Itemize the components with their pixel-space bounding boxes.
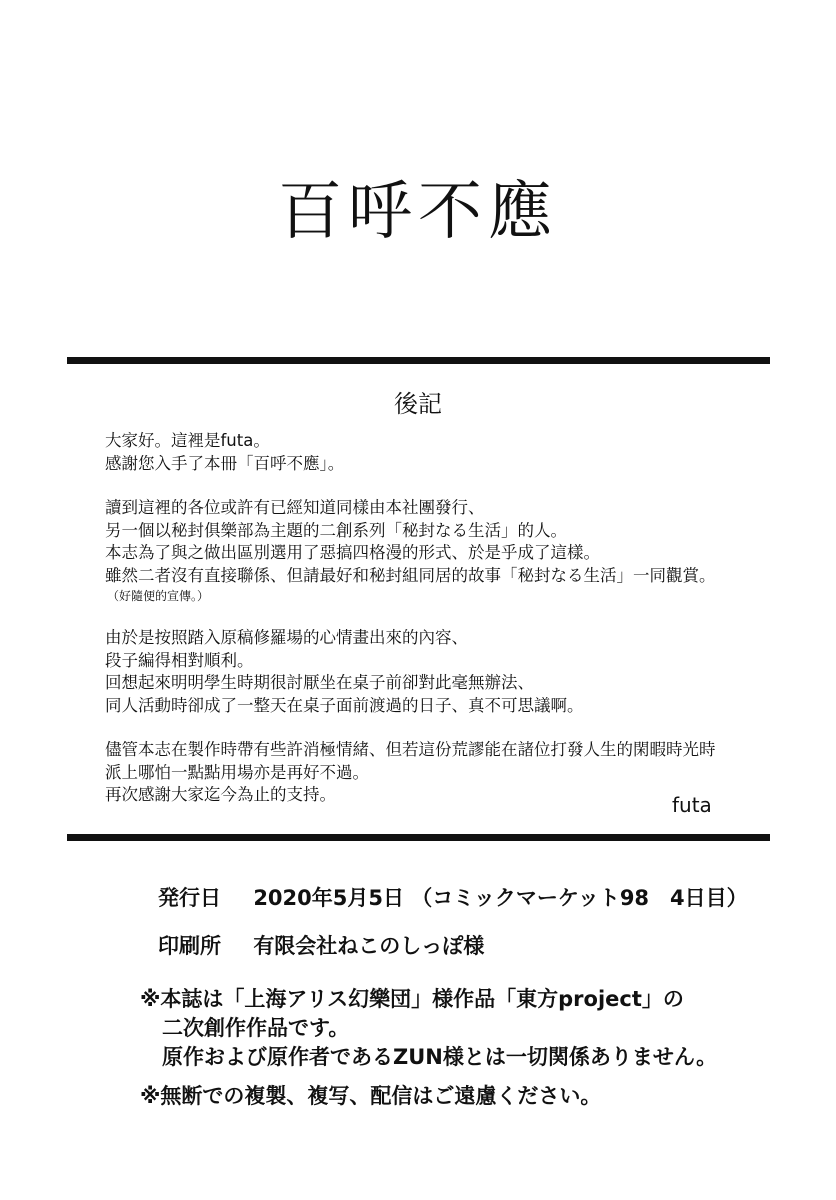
afterword-line: 讀到這裡的各位或許有已經知道同樣由本社團發行、 (105, 498, 485, 517)
afterword-paragraph-1 (105, 430, 765, 475)
afterword-line: 感謝您入手了本冊「百呼不應」。 (105, 453, 345, 473)
notice-line: ※本誌は「上海アリス幻樂団」様作品「東方project」の (140, 987, 684, 1011)
afterword-paragraph-3 (105, 627, 765, 717)
afterword-paragraph-4 (105, 739, 765, 807)
publish-date-row (158, 874, 748, 922)
notice-line: 原作および原作者であるZUN様とは一切関係ありません。 (162, 1045, 718, 1069)
afterword-line: 由於是按照踏入原稿修羅場的心情畫出來的內容、 (105, 628, 468, 647)
afterword-heading: 後記 (394, 390, 442, 418)
afterword-line: 儘管本志在製作時帶有些許消極情緒、但若這份荒謬能在諸位打發人生的閑暇時光時 (105, 740, 716, 759)
top-divider (67, 357, 770, 364)
afterword-line: 派上哪怕一點點用場亦是再好不過。 (105, 762, 369, 782)
afterword-line: 雖然二者沒有直接聯係、但請最好和秘封組同居的故事「秘封なる生活」一同觀賞。 (105, 565, 716, 585)
publish-date-label: 発行日 (158, 886, 221, 910)
afterword-line: 再次感謝大家迄今為止的支持。 (105, 785, 336, 804)
printer-value: 有限会社ねこのしっぽ様 (253, 934, 485, 958)
notice-line: 二次創作作品です。 (162, 1016, 350, 1040)
afterword-paragraph-2 (105, 497, 765, 605)
afterword-line: 回想起來明明學生時期很討厭坐在桌子前卻對此毫無辦法、 (105, 673, 534, 692)
afterword-line: 同人活動時卻成了一整天在桌子面前渡過的日子、真不可思議啊。 (105, 695, 584, 715)
colophon (158, 874, 748, 970)
afterword-note: （好隨便的宣傳。） (107, 589, 210, 603)
reproduction-notice: ※無断での複製、複写、配信はご遠慮ください。 (140, 1084, 602, 1108)
author-signature: futa (672, 793, 712, 817)
afterword-line: 大家好。這裡是futa。 (105, 431, 270, 450)
afterword-body (105, 430, 765, 829)
bottom-divider (67, 834, 770, 841)
afterword-line: 段子編得相對順利。 (105, 650, 254, 670)
publish-date-value: 2020年5月5日 （コミックマーケット98 4日目） (253, 886, 748, 910)
afterword-line: 本志為了與之做出區別選用了惡搞四格漫的形式、於是乎成了這樣。 (105, 543, 600, 562)
book-title: 百呼不應 (278, 175, 558, 249)
copyright-notice (140, 985, 717, 1072)
afterword-line: 另一個以秘封俱樂部為主題的二創系列「秘封なる生活」的人。 (105, 520, 567, 540)
printer-label: 印刷所 (158, 934, 221, 958)
printer-row (158, 922, 748, 970)
